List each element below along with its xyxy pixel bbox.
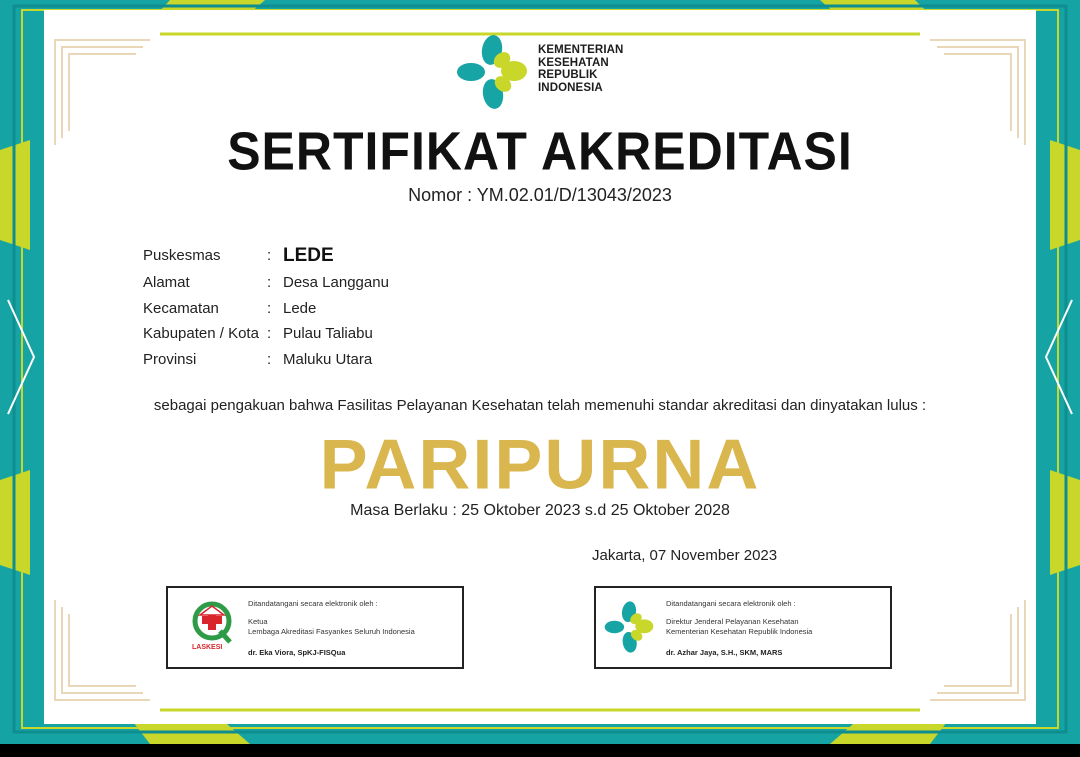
field-value-kecamatan: Lede (283, 300, 317, 317)
field-label-puskesmas: Puskesmas (143, 247, 221, 264)
field-colon: : (267, 300, 272, 317)
field-label-alamat: Alamat (143, 274, 190, 291)
laskesi-logo (190, 600, 238, 656)
certificate-title: SERTIFIKAT AKREDITASI (227, 120, 853, 182)
accreditation-grade: PARIPURNA (319, 425, 761, 505)
validity-period: Masa Berlaku : 25 Oktober 2023 s.d 25 Oktober 2028 (350, 502, 730, 519)
field-label-provinsi: Provinsi (143, 351, 197, 368)
kemenkes-logo (456, 34, 528, 110)
signature-box-kemenkes (594, 586, 892, 669)
signer-organization: Lembaga Akreditasi Fasyankes Seluruh Indonesia (248, 627, 415, 636)
signed-by-label: Ditandatangani secara elektronik oleh : (666, 599, 796, 608)
field-label-kecamatan: Kecamatan (143, 300, 219, 317)
ministry-line: KESEHATAN (538, 56, 609, 69)
field-colon: : (267, 325, 272, 342)
field-value-puskesmas: LEDE (283, 245, 334, 266)
accreditation-statement: sebagai pengakuan bahwa Fasilitas Pelayanan Kesehatan telah memenuhi standar akreditasi dan dinyatakan lulus : (153, 397, 927, 414)
signature-box-laskesi (166, 586, 464, 669)
field-value-kabupaten: Pulau Taliabu (283, 325, 373, 342)
certificate-number: Nomor : YM.02.01/D/13043/2023 (408, 185, 672, 205)
field-colon: : (267, 247, 272, 264)
signer-role: Ketua (248, 617, 268, 626)
field-label-kabupaten: Kabupaten / Kota (143, 325, 259, 342)
signer-organization: Kementerian Kesehatan Republik Indonesia (666, 627, 813, 636)
laskesi-logo-text: LASKESI (192, 644, 223, 651)
kemenkes-logo (604, 600, 654, 654)
ministry-name (538, 44, 623, 94)
signer-name: dr. Azhar Jaya, S.H., SKM, MARS (666, 648, 783, 657)
ministry-line: REPUBLIK (538, 69, 598, 81)
signer-role: Direktur Jenderal Pelayanan Kesehatan (666, 617, 799, 626)
signed-by-label: Ditandatangani secara elektronik oleh : (248, 599, 378, 608)
ministry-line: INDONESIA (538, 81, 603, 94)
signer-name: dr. Eka Viora, SpKJ-FISQua (248, 648, 346, 657)
place-date: Jakarta, 07 November 2023 (592, 547, 778, 564)
field-value-provinsi: Maluku Utara (283, 351, 373, 368)
field-colon: : (267, 351, 272, 368)
ministry-line: KEMENTERIAN (538, 44, 624, 56)
field-colon: : (267, 274, 272, 291)
field-value-alamat: Desa Langganu (283, 274, 389, 291)
